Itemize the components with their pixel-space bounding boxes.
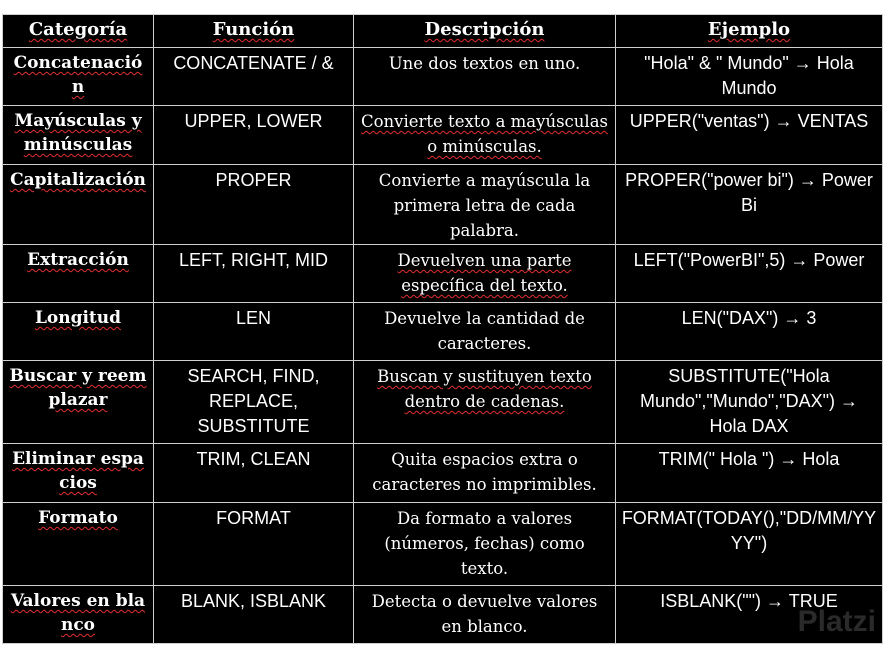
table-row (3, 503, 883, 586)
example-cell: LEFT("PowerBI",5) → Power (616, 245, 883, 303)
category-cell: Concatenación (3, 48, 154, 106)
description-cell: Detecta o devuelve valores en blanco. (354, 586, 616, 644)
example-cell: FORMAT(TODAY(),"DD/MM/YYYY") (616, 503, 883, 586)
function-cell: PROPER (154, 165, 354, 245)
category-cell: Longitud (3, 303, 154, 361)
function-cell: BLANK, ISBLANK (154, 586, 354, 644)
example-cell: TRIM(" Hola ") → Hola (616, 444, 883, 503)
table-row (3, 444, 883, 503)
category-cell: Valores en blanco (3, 586, 154, 644)
description-cell: Da formato a valores (números, fechas) como texto. (354, 503, 616, 586)
description-cell: Devuelven una parte específica del texto. (354, 245, 616, 303)
example-cell: UPPER("ventas") → VENTAS (616, 106, 883, 165)
table-row (3, 361, 883, 444)
table-row (3, 48, 883, 106)
function-cell: FORMAT (154, 503, 354, 586)
header-row (3, 15, 883, 48)
table-row (3, 165, 883, 245)
category-cell: Buscar y reemplazar (3, 361, 154, 444)
function-cell: TRIM, CLEAN (154, 444, 354, 503)
description-cell: Convierte a mayúscula la primera letra de cada palabra. (354, 165, 616, 245)
header-ejemplo: Ejemplo (616, 15, 883, 48)
category-cell: Formato (3, 503, 154, 586)
example-cell: SUBSTITUTE("Hola Mundo","Mundo","DAX") → Hola DAX (616, 361, 883, 444)
table-row (3, 586, 883, 644)
example-cell: PROPER("power bi") → Power Bi (616, 165, 883, 245)
table-row (3, 106, 883, 165)
description-cell: Devuelve la cantidad de caracteres. (354, 303, 616, 361)
example-cell: ISBLANK("") → TRUE (616, 586, 883, 644)
function-cell: SEARCH, FIND, REPLACE, SUBSTITUTE (154, 361, 354, 444)
header-categoria: Categoría (3, 15, 154, 48)
category-cell: Mayúsculas y minúsculas (3, 106, 154, 165)
example-cell: "Hola" & " Mundo" → Hola Mundo (616, 48, 883, 106)
function-cell: UPPER, LOWER (154, 106, 354, 165)
dax-text-functions-table (2, 14, 882, 644)
category-cell: Extracción (3, 245, 154, 303)
header-descripcion: Descripción (354, 15, 616, 48)
function-cell: LEFT, RIGHT, MID (154, 245, 354, 303)
function-cell: LEN (154, 303, 354, 361)
description-cell: Une dos textos en uno. (354, 48, 616, 106)
category-cell: Capitalización (3, 165, 154, 245)
function-cell: CONCATENATE / & (154, 48, 354, 106)
table-row (3, 245, 883, 303)
platzi-watermark: Platzi (797, 605, 876, 638)
example-cell: LEN("DAX") → 3 (616, 303, 883, 361)
description-cell: Convierte texto a mayúsculas o minúsculas. (354, 106, 616, 165)
header-funcion: Función (154, 15, 354, 48)
description-cell: Quita espacios extra o caracteres no imprimibles. (354, 444, 616, 503)
table-row (3, 303, 883, 361)
category-cell: Eliminar espacios (3, 444, 154, 503)
description-cell: Buscan y sustituyen texto dentro de cadenas. (354, 361, 616, 444)
